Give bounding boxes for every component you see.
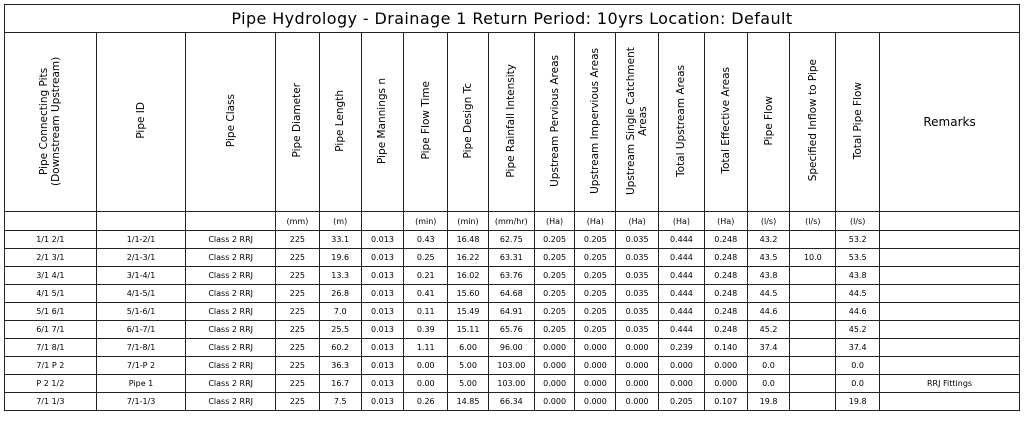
table-cell: 14.85	[448, 393, 489, 411]
table-cell: 7/1 1/3	[5, 393, 97, 411]
table-cell: 96.00	[488, 339, 534, 357]
schedule-body	[5, 231, 1020, 411]
table-cell: 7/1-P 2	[96, 357, 186, 375]
table-cell: 0.205	[575, 267, 616, 285]
table-cell	[880, 285, 1020, 303]
table-cell	[880, 339, 1020, 357]
table-cell: Class 2 RRJ	[186, 393, 276, 411]
column-unit: (l/s)	[747, 212, 790, 231]
table-cell: 0.013	[361, 321, 404, 339]
table-cell: 7/1-8/1	[96, 339, 186, 357]
table-cell: 43.5	[747, 249, 790, 267]
table-cell: 0.000	[534, 339, 575, 357]
column-header-label: Total Upstream Areas	[675, 64, 688, 177]
table-cell: 0.0	[836, 357, 880, 375]
column-unit: (mm/hr)	[488, 212, 534, 231]
table-cell: 45.2	[747, 321, 790, 339]
column-header-label: Pipe Flow Time	[419, 81, 432, 160]
table-cell: 0.444	[659, 303, 705, 321]
table-cell: 225	[276, 393, 320, 411]
column-header	[747, 33, 790, 212]
table-cell: 44.6	[836, 303, 880, 321]
table-cell: 0.013	[361, 339, 404, 357]
table-cell: 0.013	[361, 303, 404, 321]
column-unit: (l/s)	[836, 212, 880, 231]
table-cell: 0.205	[575, 321, 616, 339]
table-cell: 7.0	[319, 303, 361, 321]
table-cell: 53.2	[836, 231, 880, 249]
column-unit: (Ha)	[659, 212, 705, 231]
table-cell: 0.43	[404, 231, 448, 249]
column-unit: (m)	[319, 212, 361, 231]
table-cell: 4/1 5/1	[5, 285, 97, 303]
table-cell: 0.11	[404, 303, 448, 321]
table-cell: 25.5	[319, 321, 361, 339]
table-cell: 3/1-4/1	[96, 267, 186, 285]
table-cell: 43.2	[747, 231, 790, 249]
column-header	[319, 33, 361, 212]
table-cell: 1.11	[404, 339, 448, 357]
table-cell: 7/1 P 2	[5, 357, 97, 375]
table-cell: 0.39	[404, 321, 448, 339]
column-unit: (mm)	[276, 212, 320, 231]
table-cell: 0.0	[747, 357, 790, 375]
table-cell: Class 2 RRJ	[186, 375, 276, 393]
table-cell: 15.11	[448, 321, 489, 339]
column-header	[96, 33, 186, 212]
table-cell	[790, 231, 836, 249]
column-header-label: Specified Inflow to Pipe	[806, 59, 819, 182]
table-row	[5, 267, 1020, 285]
table-cell: 0.444	[659, 231, 705, 249]
table-cell: 0.000	[616, 339, 659, 357]
table-cell	[880, 267, 1020, 285]
table-cell: 103.00	[488, 357, 534, 375]
table-cell: 0.000	[575, 357, 616, 375]
table-cell: 16.7	[319, 375, 361, 393]
table-cell: 5/1-6/1	[96, 303, 186, 321]
table-cell: 0.035	[616, 249, 659, 267]
table-cell: 44.5	[747, 285, 790, 303]
column-header-label: Pipe Design Tc	[462, 82, 475, 159]
table-row	[5, 339, 1020, 357]
table-cell: Class 2 RRJ	[186, 303, 276, 321]
table-cell: 37.4	[747, 339, 790, 357]
table-cell	[790, 357, 836, 375]
column-header-label: Pipe Flow	[762, 95, 775, 146]
table-cell: 0.000	[616, 393, 659, 411]
table-cell: P 2 1/2	[5, 375, 97, 393]
column-header	[790, 33, 836, 212]
column-header-label: Pipe ID	[135, 102, 148, 139]
table-cell: 3/1 4/1	[5, 267, 97, 285]
table-cell: 66.34	[488, 393, 534, 411]
table-cell: Pipe 1	[96, 375, 186, 393]
table-cell	[790, 267, 836, 285]
table-cell: 2/1 3/1	[5, 249, 97, 267]
table-cell: 6/1-7/1	[96, 321, 186, 339]
table-cell: 36.3	[319, 357, 361, 375]
table-cell: RRJ Fittings	[880, 375, 1020, 393]
column-header	[659, 33, 705, 212]
table-cell: 7.5	[319, 393, 361, 411]
table-cell	[790, 321, 836, 339]
table-cell	[880, 321, 1020, 339]
table-cell: 0.013	[361, 249, 404, 267]
table-cell: 0.000	[704, 375, 747, 393]
table-cell: 0.205	[534, 249, 575, 267]
table-cell: 0.000	[534, 357, 575, 375]
table-cell: 225	[276, 285, 320, 303]
table-row	[5, 321, 1020, 339]
table-row	[5, 393, 1020, 411]
table-cell: 15.49	[448, 303, 489, 321]
table-cell	[790, 375, 836, 393]
table-cell: 33.1	[319, 231, 361, 249]
column-header	[448, 33, 489, 212]
table-cell: 0.248	[704, 267, 747, 285]
table-cell: 63.76	[488, 267, 534, 285]
table-cell: 6/1 7/1	[5, 321, 97, 339]
column-unit	[186, 212, 276, 231]
table-cell: 0.013	[361, 375, 404, 393]
table-cell	[880, 231, 1020, 249]
table-cell: 0.205	[575, 231, 616, 249]
table-cell: Class 2 RRJ	[186, 285, 276, 303]
table-row	[5, 285, 1020, 303]
table-cell: 53.5	[836, 249, 880, 267]
table-cell	[790, 285, 836, 303]
unit-row	[5, 212, 1020, 231]
table-cell: Class 2 RRJ	[186, 321, 276, 339]
table-cell: 0.013	[361, 285, 404, 303]
table-cell: 65.76	[488, 321, 534, 339]
table-cell: 16.48	[448, 231, 489, 249]
table-cell: 0.035	[616, 231, 659, 249]
table-cell: 0.035	[616, 303, 659, 321]
table-cell: 0.25	[404, 249, 448, 267]
column-unit: (min)	[404, 212, 448, 231]
table-cell: Class 2 RRJ	[186, 339, 276, 357]
table-cell: 0.000	[659, 357, 705, 375]
table-row	[5, 249, 1020, 267]
table-cell: 10.0	[790, 249, 836, 267]
table-cell: 0.205	[534, 303, 575, 321]
table-cell: 0.000	[659, 375, 705, 393]
column-header	[575, 33, 616, 212]
table-cell: 0.00	[404, 375, 448, 393]
table-cell: 0.444	[659, 285, 705, 303]
table-cell: Class 2 RRJ	[186, 267, 276, 285]
table-cell: 0.205	[575, 249, 616, 267]
table-row	[5, 303, 1020, 321]
table-cell	[790, 393, 836, 411]
column-unit	[880, 212, 1020, 231]
table-cell: 0.41	[404, 285, 448, 303]
table-cell: 0.248	[704, 231, 747, 249]
table-cell: Class 2 RRJ	[186, 231, 276, 249]
table-cell: 0.0	[747, 375, 790, 393]
column-unit	[5, 212, 97, 231]
column-unit: (l/s)	[790, 212, 836, 231]
column-header-label: Total Pipe Flow	[851, 81, 864, 160]
table-cell: 0.00	[404, 357, 448, 375]
table-cell: 7/1 8/1	[5, 339, 97, 357]
table-cell: 0.26	[404, 393, 448, 411]
table-cell: 44.5	[836, 285, 880, 303]
table-cell: 0.205	[575, 303, 616, 321]
column-header	[276, 33, 320, 212]
table-cell: 13.3	[319, 267, 361, 285]
table-cell: 0.205	[659, 393, 705, 411]
table-cell: 37.4	[836, 339, 880, 357]
table-row	[5, 231, 1020, 249]
column-unit: (min)	[448, 212, 489, 231]
table-cell: 64.68	[488, 285, 534, 303]
table-cell	[880, 393, 1020, 411]
column-header	[488, 33, 534, 212]
hydrology-schedule	[4, 4, 1020, 411]
column-header	[361, 33, 404, 212]
table-cell: 6.00	[448, 339, 489, 357]
pipe-hydrology-table	[4, 4, 1020, 411]
table-cell: 62.75	[488, 231, 534, 249]
column-header	[186, 33, 276, 212]
table-cell: 225	[276, 267, 320, 285]
table-cell: 0.013	[361, 393, 404, 411]
table-cell: 1/1-2/1	[96, 231, 186, 249]
table-cell: 0.205	[534, 231, 575, 249]
table-cell: 225	[276, 339, 320, 357]
table-cell: 0.0	[836, 375, 880, 393]
table-cell: 225	[276, 303, 320, 321]
table-cell: 0.000	[575, 375, 616, 393]
table-cell	[880, 249, 1020, 267]
table-cell: 5.00	[448, 375, 489, 393]
column-header-label: Pipe Connecting Pits (Downstream Upstream)	[38, 55, 63, 186]
table-cell: 225	[276, 375, 320, 393]
column-header-label: Pipe Diameter	[291, 83, 304, 158]
table-cell: 0.013	[361, 267, 404, 285]
table-cell: Class 2 RRJ	[186, 357, 276, 375]
table-cell: 2/1-3/1	[96, 249, 186, 267]
table-cell: 0.035	[616, 321, 659, 339]
table-cell: 19.8	[836, 393, 880, 411]
table-cell: 0.205	[534, 285, 575, 303]
column-header	[616, 33, 659, 212]
table-cell: 0.000	[575, 393, 616, 411]
column-header-label: Pipe Length	[334, 89, 347, 152]
table-cell: 43.8	[836, 267, 880, 285]
table-cell: 225	[276, 357, 320, 375]
column-header-label: Remarks	[923, 115, 976, 129]
table-cell: 0.248	[704, 249, 747, 267]
column-unit: (Ha)	[616, 212, 659, 231]
table-cell: 45.2	[836, 321, 880, 339]
table-cell: 0.107	[704, 393, 747, 411]
column-header	[534, 33, 575, 212]
table-row	[5, 375, 1020, 393]
table-cell: 0.035	[616, 285, 659, 303]
table-cell: 4/1-5/1	[96, 285, 186, 303]
table-cell	[790, 303, 836, 321]
table-cell: 44.6	[747, 303, 790, 321]
column-header-label: Pipe Rainfall Intensity	[505, 63, 518, 178]
table-cell: 0.248	[704, 321, 747, 339]
table-cell: 60.2	[319, 339, 361, 357]
table-row	[5, 357, 1020, 375]
table-cell	[880, 357, 1020, 375]
column-header	[880, 33, 1020, 212]
column-unit: (Ha)	[704, 212, 747, 231]
column-header-row	[5, 33, 1020, 212]
table-cell: 225	[276, 231, 320, 249]
table-cell: 64.91	[488, 303, 534, 321]
table-cell: 0.248	[704, 285, 747, 303]
column-header-label: Pipe Class	[224, 93, 237, 148]
table-cell: 0.205	[575, 285, 616, 303]
table-cell: 0.205	[534, 267, 575, 285]
table-cell	[790, 339, 836, 357]
table-cell: Class 2 RRJ	[186, 249, 276, 267]
table-cell: 103.00	[488, 375, 534, 393]
column-header-label: Pipe Mannings n	[376, 77, 389, 164]
table-cell: 26.8	[319, 285, 361, 303]
table-cell: 15.60	[448, 285, 489, 303]
table-cell: 0.140	[704, 339, 747, 357]
table-cell: 0.000	[534, 375, 575, 393]
column-unit	[361, 212, 404, 231]
table-cell: 0.239	[659, 339, 705, 357]
table-cell: 5/1 6/1	[5, 303, 97, 321]
table-cell: 0.444	[659, 249, 705, 267]
table-cell: 0.035	[616, 267, 659, 285]
table-cell: 63.31	[488, 249, 534, 267]
table-cell	[880, 303, 1020, 321]
table-cell: 0.444	[659, 267, 705, 285]
column-header-label: Upstream Pervious Areas	[548, 54, 561, 187]
column-unit: (Ha)	[575, 212, 616, 231]
table-cell: 0.205	[534, 321, 575, 339]
column-header-label: Upstream Impervious Areas	[589, 47, 602, 194]
table-cell: 0.000	[534, 393, 575, 411]
table-cell: 43.8	[747, 267, 790, 285]
column-header	[5, 33, 97, 212]
table-cell: 16.22	[448, 249, 489, 267]
table-cell: 19.8	[747, 393, 790, 411]
table-cell: 5.00	[448, 357, 489, 375]
table-cell: 0.444	[659, 321, 705, 339]
table-cell: 19.6	[319, 249, 361, 267]
column-header-label: Total Effective Areas	[719, 67, 732, 174]
column-header-label: Upstream Single Catchment Areas	[625, 46, 650, 195]
table-cell: 225	[276, 249, 320, 267]
column-header	[704, 33, 747, 212]
column-header	[404, 33, 448, 212]
table-cell: 0.248	[704, 303, 747, 321]
table-cell: 225	[276, 321, 320, 339]
table-cell: 0.000	[575, 339, 616, 357]
table-cell: 1/1 2/1	[5, 231, 97, 249]
table-cell: 0.000	[616, 357, 659, 375]
table-cell: 0.013	[361, 231, 404, 249]
column-unit: (Ha)	[534, 212, 575, 231]
column-header	[836, 33, 880, 212]
column-unit	[96, 212, 186, 231]
table-cell: 16.02	[448, 267, 489, 285]
table-cell: 0.013	[361, 357, 404, 375]
table-cell: 7/1-1/3	[96, 393, 186, 411]
schedule-title: Pipe Hydrology - Drainage 1 Return Period: 10yrs Location: Default	[5, 5, 1020, 33]
table-cell: 0.000	[704, 357, 747, 375]
table-cell: 0.21	[404, 267, 448, 285]
table-cell: 0.000	[616, 375, 659, 393]
